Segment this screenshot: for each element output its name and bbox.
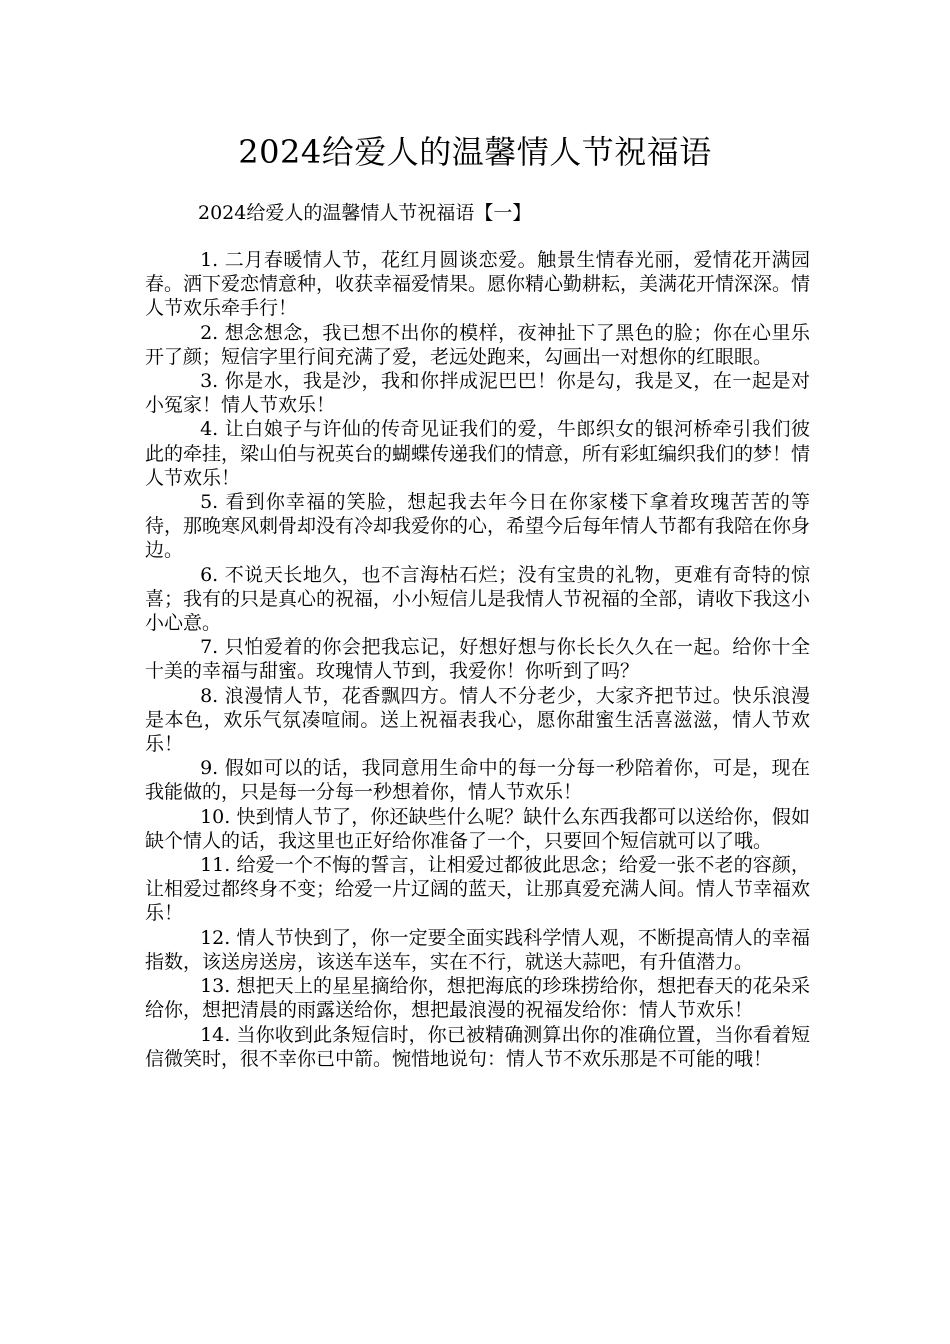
blessing-item-11: 11. 给爱一个不悔的誓言，让相爱过都彼此思念；给爱一张不老的容颜，让相爱过都终身不变；给爱一片辽阔的蓝天，让那真爱充满人间。情人节幸福欢乐！ (145, 854, 811, 925)
blessing-item-13: 13. 想把天上的星星摘给你，想把海底的珍珠捞给你，想把春天的花朵采给你，想把清晨的雨露送给你，想把最浪漫的祝福发给你：情人节欢乐！ (145, 975, 810, 1022)
blessing-item-4: 4. 让白娘子与许仙的传奇见证我们的爱，牛郎织女的银河桥牵引我们彼此的牵挂，梁山伯与祝英台的蝴蝶传递我们的情意，所有彩虹编织我们的梦！情人节欢乐！ (145, 418, 811, 489)
blessing-item-6: 6. 不说天长地久，也不言海枯石烂；没有宝贵的礼物，更难有奇特的惊喜；我有的只是真心的祝福，小小短信儿是我情人节祝福的全部，请收下我这小小心意。 (145, 563, 811, 635)
blessing-item-9: 9. 假如可以的话，我同意用生命中的每一分每一秒陪着你，可是，现在我能做的，只是每一分每一秒想着你，情人节欢乐！ (145, 757, 810, 804)
blessing-item-8: 8. 浪漫情人节，花香飘四方。情人不分老少，大家齐把节过。快乐浪漫是本色，欢乐气氛凑喧闹。送上祝福表我心，愿你甜蜜生活喜滋滋，情人节欢乐！ (145, 684, 810, 756)
blessing-item-14: 14. 当你收到此条短信时，你已被精确测算出你的准确位置，当你看着短信微笑时，很不幸你已中箭。惋惜地说句：情人节不欢乐那是不可能的哦！ (145, 1023, 810, 1070)
blessing-item-3: 3. 你是水，我是沙，我和你拌成泥巴巴！你是勾，我是叉，在一起是对小冤家！情人节欢乐！ (145, 370, 810, 417)
blessing-item-10: 10. 快到情人节了，你还缺些什么呢？缺什么东西我都可以送给你，假如缺个情人的话，我这里也正好给你准备了一个，只要回个短信就可以了哦。 (145, 805, 810, 852)
section-heading: 2024给爱人的温馨情人节祝福语【一】 (198, 202, 532, 224)
blessing-list (145, 248, 810, 1071)
blessing-item-12: 12. 情人节快到了，你一定要全面实践科学情人观，不断提高情人的幸福指数，该送房送房，该送车送车，实在不行，就送大蒜吧，有升值潜力。 (145, 926, 810, 973)
blessing-item-1: 1. 二月春暖情人节，花红月圆谈恋爱。触景生情春光丽，爱情花开满园春。洒下爱恋情意种，收获幸福爱情果。愿你精心勤耕耘，美满花开情深深。情人节欢乐牵手行！ (145, 249, 811, 320)
blessing-item-5: 5. 看到你幸福的笑脸，想起我去年今日在你家楼下拿着玫瑰苦苦的等待，那晚寒风刺骨却没有冷却我爱你的心，希望今后每年情人节都有我陪在你身边。 (145, 491, 811, 562)
blessing-item-7: 7. 只怕爱着的你会把我忘记，好想好想与你长长久久在一起。给你十全十美的幸福与甜蜜。玫瑰情人节到，我爱你！你听到了吗？ (145, 636, 810, 683)
document-title: 2024给爱人的温馨情人节祝福语 (238, 133, 712, 171)
blessing-item-2: 2. 想念想念，我已想不出你的模样，夜神扯下了黑色的脸；你在心里乐开了颜；短信字里行间充满了爱，老远处跑来，勾画出一对想你的红眼眼。 (145, 321, 810, 368)
